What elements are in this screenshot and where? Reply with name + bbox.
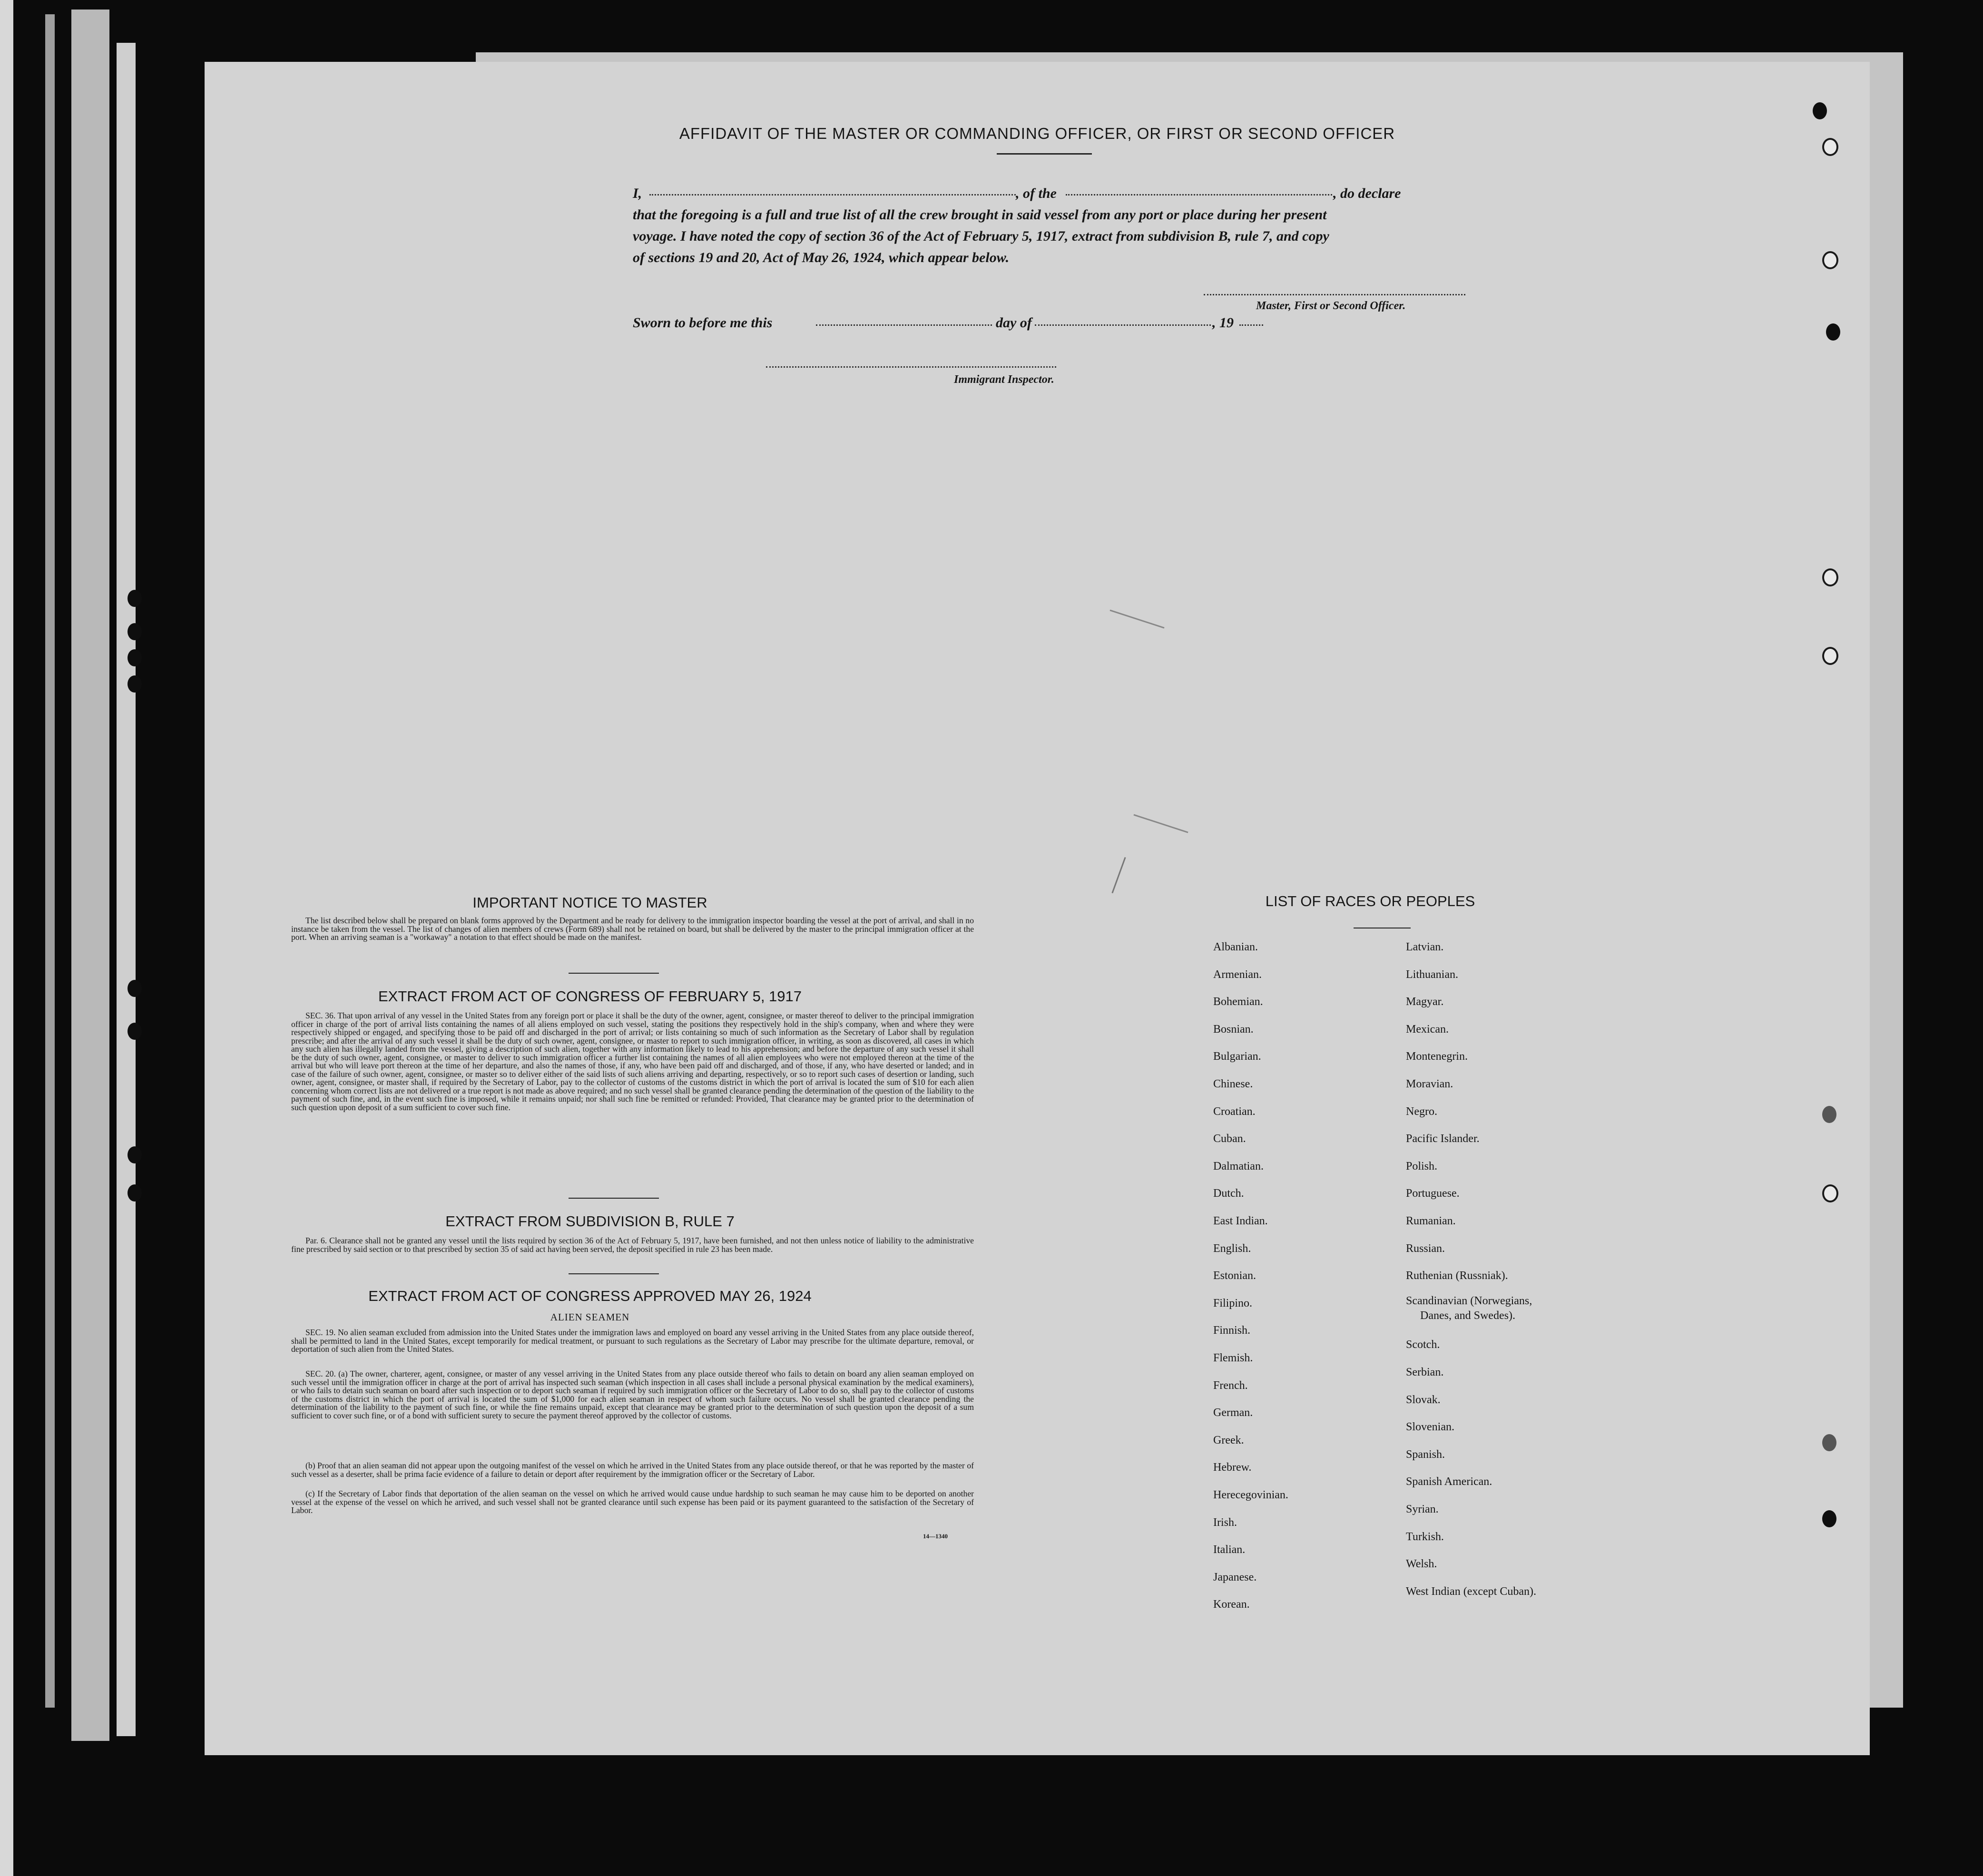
race-item: Filipino. (1213, 1297, 1253, 1309)
punch-hole (1822, 1510, 1836, 1527)
race-item: Mexican. (1406, 1023, 1449, 1036)
race-item: Bohemian. (1213, 996, 1263, 1008)
punch-hole (1822, 568, 1838, 586)
extract-1924-sec20b: (b) Proof that an alien seaman did not appear upon the outgoing manifest of the vessel on which he arrived in the United States from any place outside thereof, or that he was reported by the master of such vessel as a deserter, shall be prima facie evidence of a failure to detain or deport after requirement by the immigration officer or the Secretary of Labor. (291, 1461, 974, 1479)
divider (569, 973, 659, 974)
form-number: 14—1340 (923, 1533, 948, 1540)
race-item: Irish. (1213, 1516, 1237, 1529)
title-underline (997, 153, 1092, 155)
race-item: Estonian. (1213, 1270, 1256, 1282)
race-item: Albanian. (1213, 941, 1258, 953)
binder-page-edge (71, 10, 109, 1741)
affidavit-declare-label: , do declare (1333, 186, 1401, 201)
extract-1917-title: EXTRACT FROM ACT OF CONGRESS OF FEBRUARY 5, 1917 (378, 988, 802, 1005)
race-item: East Indian. (1213, 1215, 1268, 1227)
binder-hole (128, 1184, 142, 1202)
race-item: Scotch. (1406, 1339, 1440, 1351)
race-item: Slovenian. (1406, 1421, 1454, 1434)
race-item: Latvian. (1406, 941, 1444, 953)
race-item: Cuban. (1213, 1133, 1246, 1145)
punch-hole (1822, 1106, 1836, 1123)
race-item: Hebrew. (1213, 1461, 1252, 1474)
extract-1917-text: SEC. 36. That upon arrival of any vessel in the United States from any foreign port or place it shall be the duty of the owner, agent, consignee, or master thereof to deliver to the principal immigration officer in charge of the port of arrival lists containing the names of all aliens employed on such vessel, stating the positions they respectively hold in the ship's company, when and where they were respectively shipped or engaged, and specifying those to be paid off and discharged in the port of arrival; or lists containing so much of such information as the Secretary of Labor shall by regulation prescribe; and after the arrival of any such vessel it shall be the duty of such owner, agent, consignee, or master to report to such immigration officer, in writing, as soon as discovered, all cases in which any such alien has illegally landed from the vessel, giving a description of such alien, together with any information likely to lead to his apprehension; and before the departure of any such vessel it shall be the duty of such owner, agent, consignee, or master to deliver to such immigration officer a further list containing the names of all alien employees who were not employed thereon at the time of the arrival but who will leave port thereon at the time of her departure, and also the names of those, if any, who have been paid off and discharged, and of those, if any, who have deserted or landed; and in case of the failure of such owner, agent, consignee, or master so to deliver either of the said lists of such aliens arriving and departing, respectively, or so to report such cases of desertion or landing, such owner, agent, consignee, or master shall, if required by the Secretary of Labor, pay to the collector of customs of the customs district in which the port of arrival is located the sum of $10 for each alien concerning whom correct lists are not delivered or a true report is not made as above required; and no such vessel shall be granted clearance pending the determination of the question of the liability to the payment of such fine, and, in the event such fine is imposed, while it remains unpaid; nor shall such fine be remitted or refunded: Provided, That clearance may be granted prior to the determination of such question upon deposit of a sum sufficient to cover such fine. (291, 1011, 974, 1112)
affidavit-line-3: voyage. I have noted the copy of section 36 of the Act of February 5, 1917, extract from subdivision B, rule 7, and copy (633, 228, 1329, 244)
extract-1924-sec20c: (c) If the Secretary of Labor finds that deportation of the alien seaman on the vessel on which he arrived would cause undue hardship to such seaman he may cause him to be deported on another vessel at the expense of the vessel on which he arrived, and such vessel shall not be granted clearance until such expense has been paid or its payment guaranteed to the satisfaction of the Secretary of Labor. (291, 1489, 974, 1515)
inspector-signature-caption: Immigrant Inspector. (954, 373, 1054, 386)
race-item: Chinese. (1213, 1078, 1253, 1090)
master-signature-line[interactable] (1204, 294, 1465, 295)
binder-hole (128, 675, 142, 693)
extract-1924-sec19: SEC. 19. No alien seaman excluded from admission into the United States under the immigration laws and employed on board any vessel arriving in the United States from any place outside thereof, shall be permitted to land in the United States, except temporarily for medical treatment, or pursuant to such regulations as the Secretary of Labor may prescribe for the ultimate departure, removal, or deportation of such alien from the United States. (291, 1328, 974, 1354)
race-item: Rumanian. (1406, 1215, 1456, 1227)
left-margin-strip (0, 0, 13, 1876)
sworn-label: Sworn to before me this (633, 315, 773, 331)
race-item: Turkish. (1406, 1530, 1444, 1543)
binder-hole (128, 1023, 142, 1040)
race-item: Moravian. (1406, 1078, 1453, 1090)
stray-mark (1133, 814, 1188, 833)
race-item: Pacific Islander. (1406, 1133, 1480, 1145)
race-item: Russian. (1406, 1242, 1445, 1255)
race-item: Syrian. (1406, 1503, 1439, 1515)
binder-strip (45, 14, 55, 1708)
race-item: Negro. (1406, 1105, 1437, 1118)
stray-mark (1111, 857, 1126, 893)
punch-hole (1822, 647, 1838, 665)
race-item: Italian. (1213, 1544, 1246, 1556)
binder-hole (128, 649, 142, 666)
race-item: Scandinavian (Norwegians, (1406, 1294, 1532, 1307)
divider (569, 1273, 659, 1274)
race-item: Finnish. (1213, 1324, 1251, 1337)
race-item: Korean. (1213, 1598, 1250, 1611)
race-item: Flemish. (1213, 1352, 1253, 1364)
race-item: Spanish American. (1406, 1475, 1492, 1488)
race-item: Lithuanian. (1406, 968, 1458, 981)
sworn-day-blank[interactable] (816, 324, 992, 326)
binder-hole (128, 1146, 142, 1163)
affidavit-line-2: that the foregoing is a full and true list of all the crew brought in said vessel from any port or place during her present (633, 207, 1327, 223)
punch-hole (1826, 323, 1840, 341)
punch-hole (1813, 102, 1827, 119)
race-item: Armenian. (1213, 968, 1262, 981)
inspector-signature-line[interactable] (766, 366, 1056, 368)
race-item: Montenegrin. (1406, 1050, 1468, 1063)
binder-hole (128, 590, 142, 607)
race-item: Bosnian. (1213, 1023, 1254, 1036)
binder-hole (128, 980, 142, 997)
affidavit-i-label: I, (633, 186, 642, 201)
affidavit-of-the-label: , of the (1016, 186, 1057, 201)
race-item: Japanese. (1213, 1571, 1257, 1583)
vessel-name-blank[interactable] (1066, 194, 1332, 195)
race-item: Polish. (1406, 1160, 1438, 1172)
race-item: Magyar. (1406, 996, 1444, 1008)
race-item: English. (1213, 1242, 1251, 1255)
race-item: German. (1213, 1407, 1253, 1419)
notice-text: The list described below shall be prepared on blank forms approved by the Department and be ready for delivery to the immigration inspector boarding the vessel at the port of arrival, and shall in no instance be taken from the vessel. The list of changes of alien members of crews (Form 689) shall not be retained on board, but shall be delivered by the master to the principal immigration officer at the port. When an arriving seaman is a "workaway" a notation to that effect should be made on the manifest. (291, 916, 974, 942)
extract-rule7-text: Par. 6. Clearance shall not be granted any vessel until the lists required by section 36 of the Act of February 5, 1917, have been furnished, and not then unless notice of liability to the administrative fine prescribed by said section or to that prescribed by section 35 of said act having been served, the deposit specified in rule 23 has been made. (291, 1236, 974, 1254)
punch-hole (1822, 1184, 1838, 1202)
punch-hole (1822, 251, 1838, 269)
race-item: Slovak. (1406, 1393, 1441, 1406)
race-item: Croatian. (1213, 1105, 1256, 1118)
master-signature-caption: Master, First or Second Officer. (1256, 300, 1406, 312)
master-name-blank[interactable] (649, 194, 1016, 195)
affidavit-form-page (205, 62, 1870, 1755)
extract-1924-subtitle: ALIEN SEAMEN (550, 1311, 630, 1323)
race-item: Portuguese. (1406, 1187, 1460, 1200)
binder-page-edge-2 (117, 43, 136, 1736)
day-of-label: day of (996, 315, 1032, 331)
sworn-month-blank[interactable] (1035, 324, 1211, 326)
race-item: Dalmatian. (1213, 1160, 1264, 1172)
race-item: Spanish. (1406, 1448, 1445, 1461)
punch-hole (1822, 138, 1838, 156)
race-item: Greek. (1213, 1434, 1244, 1446)
race-item: French. (1213, 1379, 1248, 1392)
race-item: Serbian. (1406, 1366, 1444, 1378)
race-item: Ruthenian (Russniak). (1406, 1270, 1508, 1282)
extract-1924-sec20a: SEC. 20. (a) The owner, charterer, agent, consignee, or master of any vessel arriving in the United States from any place outside thereof who fails to detain on board any alien seaman employed on such vessel until the immigration officer in charge at the port of arrival has inspected such seaman (which inspection in all cases shall include a personal physical examination by the medical examiners), or who fails to detain such seaman on board after such inspection or to deport such seaman if required by such immigration officer or the Secretary of Labor to do so, shall pay to the collector of customs of the customs district in which the port of arrival is located the sum of $1,000 for each alien seaman in respect of whom such failure occurs. No vessel shall be granted clearance pending the determination of the liability to the payment of such fine, or while the fine remains unpaid, except that clearance may be granted prior to the determination of such question upon the deposit of a sum sufficient to cover such fine, or of a bond with sufficient surety to secure the payment thereof approved by the collector of customs. (291, 1369, 974, 1420)
notice-title: IMPORTANT NOTICE TO MASTER (472, 894, 707, 911)
race-item: Welsh. (1406, 1558, 1437, 1571)
punch-hole (1822, 1434, 1836, 1451)
year-label: , 19 (1212, 315, 1234, 331)
race-item: West Indian (except Cuban). (1406, 1585, 1536, 1598)
race-item: Danes, and Swedes). (1420, 1309, 1515, 1322)
race-item: Herecegovinian. (1213, 1489, 1288, 1501)
sworn-year-blank[interactable] (1239, 324, 1263, 326)
divider (569, 1198, 659, 1199)
race-item: Dutch. (1213, 1187, 1244, 1200)
race-item: Bulgarian. (1213, 1050, 1261, 1063)
extract-rule7-title: EXTRACT FROM SUBDIVISION B, RULE 7 (445, 1213, 735, 1230)
extract-1924-title: EXTRACT FROM ACT OF CONGRESS APPROVED MAY 26, 1924 (368, 1288, 812, 1304)
stray-mark (1109, 610, 1164, 629)
affidavit-line-4: of sections 19 and 20, Act of May 26, 1924, which appear below. (633, 250, 1010, 265)
binder-hole (128, 623, 142, 640)
affidavit-title: AFFIDAVIT OF THE MASTER OR COMMANDING OFFICER, OR FIRST OR SECOND OFFICER (679, 125, 1395, 142)
races-title: LIST OF RACES OR PEOPLES (1265, 893, 1475, 909)
